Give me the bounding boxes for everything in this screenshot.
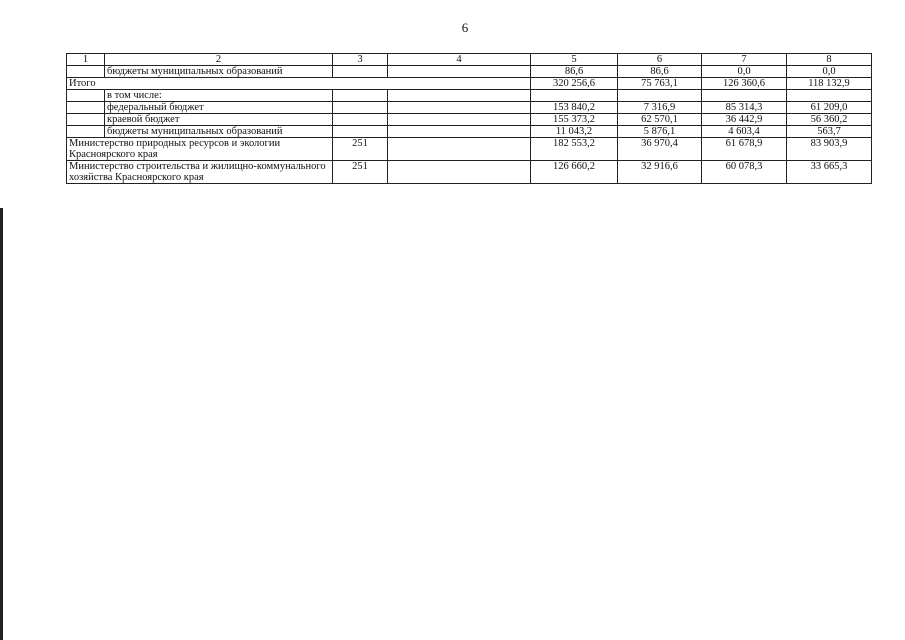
value-cell: 4 603,4: [702, 126, 787, 138]
value-cell: 11 043,2: [531, 126, 618, 138]
value-cell: 126 360,6: [702, 78, 787, 90]
value-cell: 85 314,3: [702, 102, 787, 114]
table-row: [67, 161, 872, 184]
scan-edge-line: [0, 208, 3, 640]
header-cell: 1: [67, 54, 105, 66]
budget-table: [66, 53, 872, 184]
value-cell: 62 570,1: [618, 114, 702, 126]
row-label: краевой бюджет: [105, 114, 333, 126]
header-cell: 2: [105, 54, 333, 66]
code-cell: 251: [333, 161, 388, 184]
value-cell: 75 763,1: [618, 78, 702, 90]
row-label: бюджеты муниципальных образований: [105, 66, 333, 78]
value-cell: 7 316,9: [618, 102, 702, 114]
value-cell: 36 442,9: [702, 114, 787, 126]
value-cell: 83 903,9: [787, 138, 872, 161]
value-cell: 153 840,2: [531, 102, 618, 114]
value-cell: 32 916,6: [618, 161, 702, 184]
value-cell: 118 132,9: [787, 78, 872, 90]
table-row: [67, 78, 872, 90]
value-cell: 61 209,0: [787, 102, 872, 114]
table-row: [67, 126, 872, 138]
value-cell: 182 553,2: [531, 138, 618, 161]
header-cell: 3: [333, 54, 388, 66]
value-cell: 320 256,6: [531, 78, 618, 90]
value-cell: 0,0: [787, 66, 872, 78]
table-row: [67, 114, 872, 126]
row-label: бюджеты муниципальных образований: [105, 126, 333, 138]
table-header-row: [67, 54, 872, 66]
value-cell: 61 678,9: [702, 138, 787, 161]
code-cell: 251: [333, 138, 388, 161]
table-row: [67, 102, 872, 114]
value-cell: 86,6: [531, 66, 618, 78]
value-cell: 563,7: [787, 126, 872, 138]
value-cell: 36 970,4: [618, 138, 702, 161]
header-cell: 5: [531, 54, 618, 66]
value-cell: 86,6: [618, 66, 702, 78]
table-row: [67, 90, 872, 102]
value-cell: 33 665,3: [787, 161, 872, 184]
row-label: Министерство природных ресурсов и экологии Красноярского края: [67, 138, 333, 161]
value-cell: 155 373,2: [531, 114, 618, 126]
table-row: [67, 66, 872, 78]
page-number: 6: [461, 20, 469, 35]
value-cell: 60 078,3: [702, 161, 787, 184]
value-cell: 0,0: [702, 66, 787, 78]
value-cell: 126 660,2: [531, 161, 618, 184]
value-cell: 56 360,2: [787, 114, 872, 126]
header-cell: 7: [702, 54, 787, 66]
row-label: Итого: [67, 78, 531, 90]
header-cell: 6: [618, 54, 702, 66]
row-label: Министерство строительства и жилищно-коммунального хозяйства Красноярского края: [67, 161, 333, 184]
value-cell: 5 876,1: [618, 126, 702, 138]
header-cell: 8: [787, 54, 872, 66]
header-cell: 4: [388, 54, 531, 66]
table-row: [67, 138, 872, 161]
row-label: федеральный бюджет: [105, 102, 333, 114]
row-label: в том числе:: [105, 90, 333, 102]
